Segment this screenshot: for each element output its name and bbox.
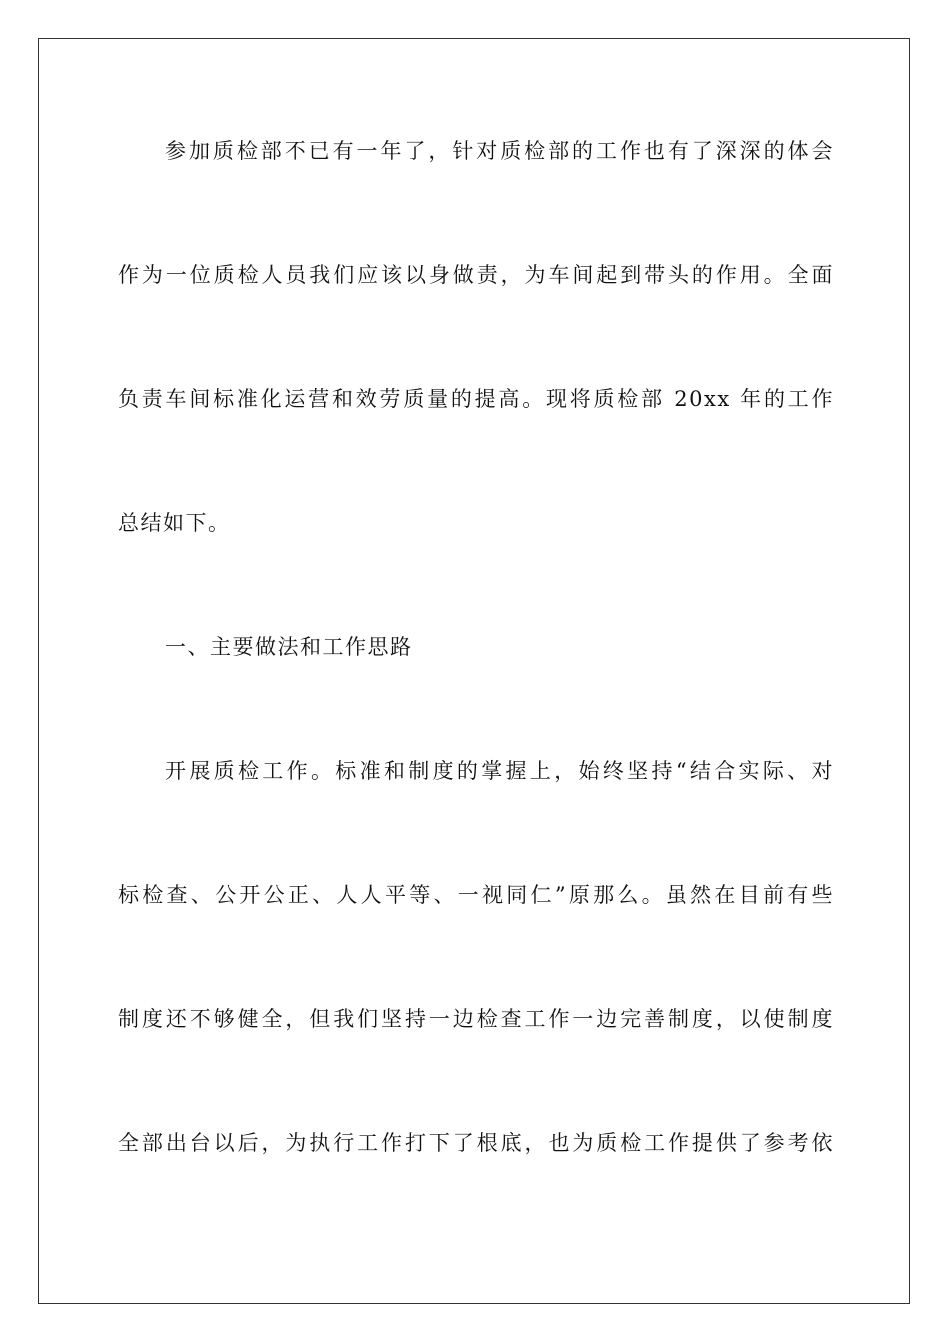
paragraph-2-line-1: 开展质检工作。标准和制度的掌握上，始终坚持“结合实际、对 <box>165 759 834 783</box>
page-border <box>38 38 910 1304</box>
section-heading: 一、主要做法和工作思路 <box>165 635 413 659</box>
paragraph-1-line-3: 负责车间标准化运营和效劳质量的提高。现将质检部 20xx 年的工作 <box>118 387 834 411</box>
paragraph-2-line-2: 标检查、公开公正、人人平等、一视同仁”原那么。虽然在目前有些 <box>118 883 834 907</box>
paragraph-2-line-4: 全部出台以后，为执行工作打下了根底，也为质检工作提供了参考依 <box>118 1131 834 1155</box>
paragraph-2-line-3: 制度还不够健全，但我们坚持一边检查工作一边完善制度，以使制度 <box>118 1007 834 1031</box>
paragraph-1-line-2: 作为一位质检人员我们应该以身做责，为车间起到带头的作用。全面 <box>118 263 834 287</box>
paragraph-1-line-4: 总结如下。 <box>118 511 231 535</box>
paragraph-1-line-1: 参加质检部不已有一年了，针对质检部的工作也有了深深的体会 <box>165 139 834 163</box>
